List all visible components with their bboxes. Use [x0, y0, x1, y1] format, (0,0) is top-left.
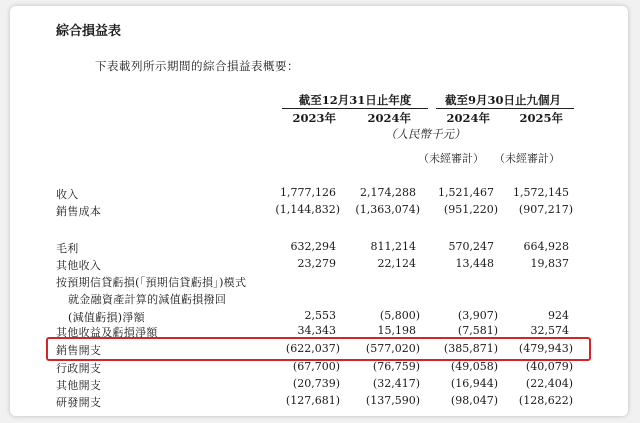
cell-2024-9m: (49,058): [450, 360, 498, 373]
cell-2024-9m: 570,247: [448, 240, 494, 253]
table-row: [10, 291, 628, 309]
cell-2025-9m: (128,622): [518, 394, 573, 407]
currency-unit: （人民幣千元）: [385, 127, 466, 141]
cell-2024: (137,590): [365, 394, 420, 407]
cell-2023: (20,739): [292, 377, 340, 390]
row-label: 毛利: [56, 242, 79, 255]
table-row: [10, 186, 628, 204]
cell-2023: 1,777,126: [280, 186, 336, 199]
row-label: 收入: [56, 188, 79, 201]
cell-2024: (1,363,074): [355, 203, 420, 216]
cell-2025-9m: (479,943): [518, 342, 573, 355]
row-label: 就金融資產計算的減值虧損撥回: [68, 293, 227, 306]
row-label: (減值虧損)淨額: [68, 311, 145, 324]
row-label: 按預期信貸虧損(「預期信貸虧損」)模式: [56, 276, 247, 289]
row-label: 其他收益及虧損淨額: [56, 326, 158, 339]
unaudited-note-2025: （未經審計）: [494, 152, 560, 165]
row-label: 銷售開支: [56, 344, 102, 357]
table-row: [10, 394, 628, 412]
cell-2023: 2,553: [304, 309, 336, 322]
table-row: [10, 360, 628, 378]
cell-2023: (622,037): [285, 342, 340, 355]
cell-2024: (76,759): [372, 360, 420, 373]
table-row: [10, 377, 628, 395]
cell-2023: (1,144,832): [275, 203, 340, 216]
cell-2024-9m: (385,871): [443, 342, 498, 355]
cell-2025-9m: (22,404): [525, 377, 573, 390]
cell-2024-9m: (98,047): [450, 394, 498, 407]
cell-2025-9m: 1,572,145: [513, 186, 569, 199]
highlight-box: [46, 337, 591, 361]
cell-2025-9m: 32,574: [530, 324, 569, 337]
row-label: 行政開支: [56, 362, 102, 375]
cell-2024-9m: 1,521,467: [438, 186, 494, 199]
cell-2025-9m: 19,837: [530, 257, 569, 270]
year-2024-nine-months: 2024年: [446, 111, 490, 125]
cell-2023: 632,294: [290, 240, 336, 253]
year-2025-nine-months: 2025年: [519, 111, 563, 125]
cell-2024: 811,214: [370, 240, 416, 253]
cell-2024: 22,124: [377, 257, 416, 270]
cell-2024-9m: 13,448: [455, 257, 494, 270]
table-row: [10, 257, 628, 275]
year-2024-annual: 2024年: [367, 111, 411, 125]
unaudited-note-2024: （未經審計）: [418, 152, 484, 165]
cell-2024: (32,417): [372, 377, 420, 390]
cell-2024: (577,020): [365, 342, 420, 355]
row-label: 其他開支: [56, 379, 102, 392]
cell-2024: 2,174,288: [360, 186, 416, 199]
row-label: 研發開支: [56, 396, 102, 409]
table-row: [10, 274, 628, 292]
header-fiscal-year: 截至12月31日止年度: [298, 93, 412, 107]
header-nine-months: 截至9月30日止九個月: [444, 93, 561, 107]
cell-2025-9m: (907,217): [518, 203, 573, 216]
cell-2023: 34,343: [297, 324, 336, 337]
cell-2024: 15,198: [377, 324, 416, 337]
row-label: 其他收入: [56, 259, 102, 272]
cell-2025-9m: (40,079): [525, 360, 573, 373]
cell-2023: (127,681): [285, 394, 340, 407]
cell-2025-9m: 664,928: [523, 240, 569, 253]
cell-2024-9m: (3,907): [457, 309, 498, 322]
cell-2024-9m: (16,944): [450, 377, 498, 390]
row-label: 銷售成本: [56, 205, 102, 218]
intro-text: 下表載列所示期間的綜合損益表概要：: [95, 59, 299, 73]
cell-2024: (5,800): [379, 309, 420, 322]
table-row: [10, 240, 628, 258]
cell-2023: (67,700): [292, 360, 340, 373]
year-2023: 2023年: [292, 111, 336, 125]
table-row: [10, 203, 628, 221]
document-page: [10, 6, 628, 416]
cell-2025-9m: 924: [548, 309, 569, 322]
cell-2023: 23,279: [297, 257, 336, 270]
cell-2024-9m: (7,581): [457, 324, 498, 337]
cell-2024-9m: (951,220): [443, 203, 498, 216]
section-title: 綜合損益表: [56, 24, 122, 39]
